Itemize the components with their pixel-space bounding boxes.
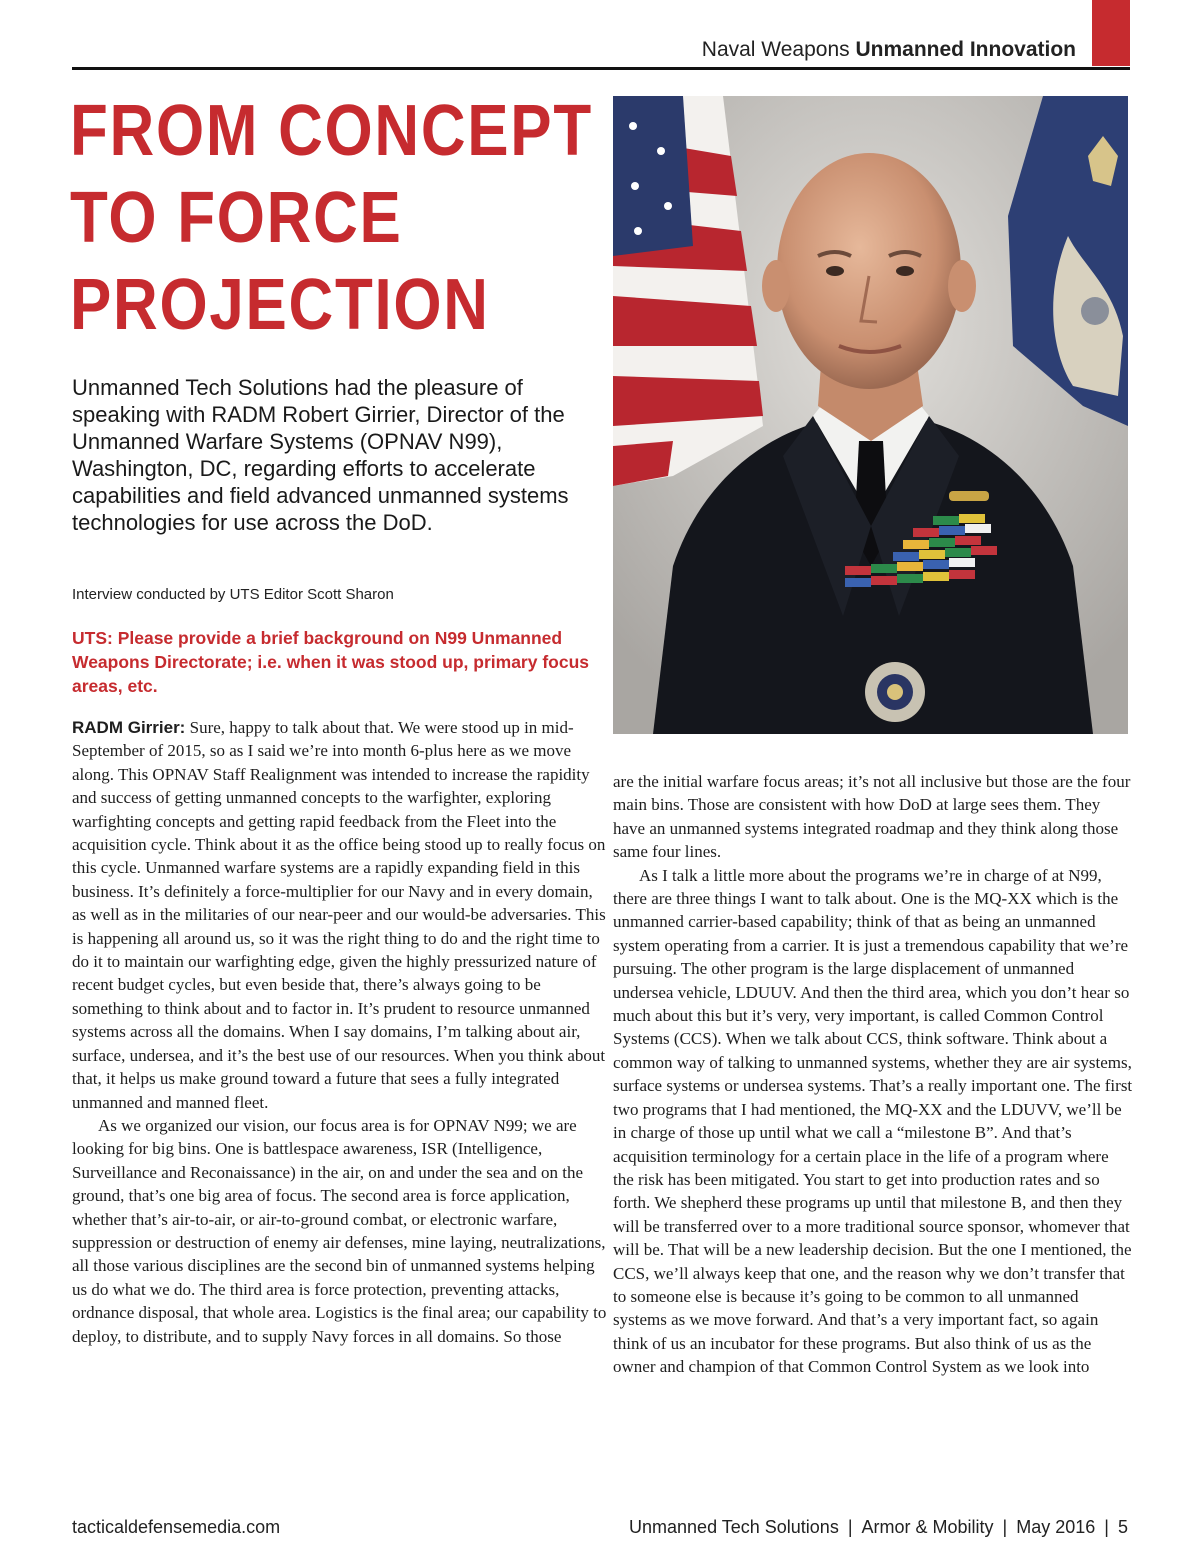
answer-paragraph-4: As I talk a little more about the programs we’re in charge of at N99, there are three things I want to talk about. One is the MQ-XX which is the unmanned carrier-based capability; think of that as being an unmanned system operating from a carrier. It is just a tremendous capability that we’re pursuing. The other program is the large displacement of unmanned undersea vehicle, LDUUV. And then the third area, which you don’t hear so much about this but it’s very, very important, is called Common Control Systems (CCS). When we talk about CCS, think software. Think about a common way of talking to unmanned systems, whether they are air systems, surface systems or undersea systems. That’s a really important one. The first two programs that I had mentioned, the MQ-XX and the LDUVV, we’ll be in charge of those up until what we call a “milestone B”. And that’s acquisition terminology for a certain place in the life of a program where the risk has been mitigated. You start to get into production rates and so forth. We shepherd these programs up until that milestone B, and then they will be transferred over to a more traditional source sponsor, whomever that will be. That will be a new leadership decision. But the one I mentioned, the CCS, we’ll always keep that one, and the reason why we don’t transfer that to someone else is because it’s going to be common to all unmanned systems as we move forward. And that’s a very important fact, so again think of us an incubator for these programs. But also think of us as the owner and champion of that Common Control System as we look into [613,865,1133,1377]
headline-line-3: PROJECTION [70,265,490,345]
footer-publication-info [629,1517,1128,1538]
footer-separator: | [1104,1517,1109,1537]
intro-deck: Unmanned Tech Solutions had the pleasure of speaking with RADM Robert Girrier, Director of the Unmanned Warfare Systems (OPNAV N99), Washington, DC, regarding efforts to accelerate capabilities and field advanced unmanned systems technologies for use across the DoD. [72,375,569,535]
footer-magazine: Armor & Mobility [861,1517,994,1537]
interview-credit: Interview conducted by UTS Editor Scott Sharon [72,586,394,603]
answer-paragraph-1-text: Sure, happy to talk about that. We were stood up in mid-September of 2015, so as I said we’re into month 6-plus here as we move along. This OPNAV Staff Realignment was intended to increase the rapidity and success of getting unmanned concepts to the warfighter, exploring warfighting concepts and getting rapid feedback from the Fleet into the acquisition cycle. Think about it as the office being stood up to really focus on this cycle. Unmanned warfare systems are a rapidly expanding field in this business. It’s definitely a force-multiplier for our Navy and in every domain, as well as in the militaries of our near-peer and our would-be adversaries. This is happening all around us, so it was the right thing to do and the right time to do it to maintain our warfighting edge, given the highly pressurized nature of recent budget cycles, but even beside that, there’s always going to be something to think about and to factor in. It’s prudent to resource unmanned systems across all the domains. When I say domains, I’m talking about air, surface, undersea, and it’s the best use of our resources. When you think about that, it helps us make ground toward a future that sees a fully integrated unmanned and manned fleet. [72,718,606,1112]
header-section: Naval Weapons [701,38,850,61]
header-rule [72,67,1130,70]
header-topic: Unmanned Innovation [855,38,1076,61]
interview-question: UTS: Please provide a brief background on N99 Unmanned Weapons Directorate; i.e. when it was stood up, primary focus areas, etc. [72,628,590,696]
footer-issue: May 2016 [1016,1517,1096,1537]
footer-separator: | [847,1517,853,1537]
footer-publication: Unmanned Tech Solutions [629,1517,839,1537]
headline-line-1: FROM CONCEPT [70,91,593,171]
answer-paragraph-3: are the initial warfare focus areas; it’s not all inclusive but those are the four main bins. Those are consistent with how DoD at large sees them. They have an unmanned systems integrated roadmap and they think along those same four lines. [613,772,1131,862]
headline-line-2: TO FORCE [70,178,403,258]
answer-paragraph-1 [72,716,608,1114]
running-header [702,38,1076,62]
header-accent-tab [1092,0,1130,66]
portrait-photo [613,96,1128,734]
command-badge-icon [865,662,925,722]
body-column-right [613,770,1133,1379]
footer-separator: | [1002,1517,1008,1537]
answer-speaker: RADM Girrier: [72,718,186,737]
footer-website: tacticaldefensemedia.com [72,1517,281,1537]
body-column-left [72,716,608,1348]
article-headline [70,88,593,349]
page-number: 5 [1117,1517,1128,1537]
answer-paragraph-2: As we organized our vision, our focus area is for OPNAV N99; we are looking for big bins. One is battlespace awareness, ISR (Intelligence, Surveillance and Reconaissance) in the air, on and under the sea and on the ground, that’s one big area of focus. The second area is force application, whether that’s air-to-air, or air-to-ground combat, or electronic warfare, suppression or destruction of enemy air defenses, mine laying, neutralizations, all those various disciplines are the second bin of unmanned systems helping us do what we do. The third area is force protection, preventing attacks, ordnance disposal, that whole area. Logistics is the final area; our capability to deploy, to distribute, and to supply Navy forces in all domains. So those [72,1115,607,1346]
